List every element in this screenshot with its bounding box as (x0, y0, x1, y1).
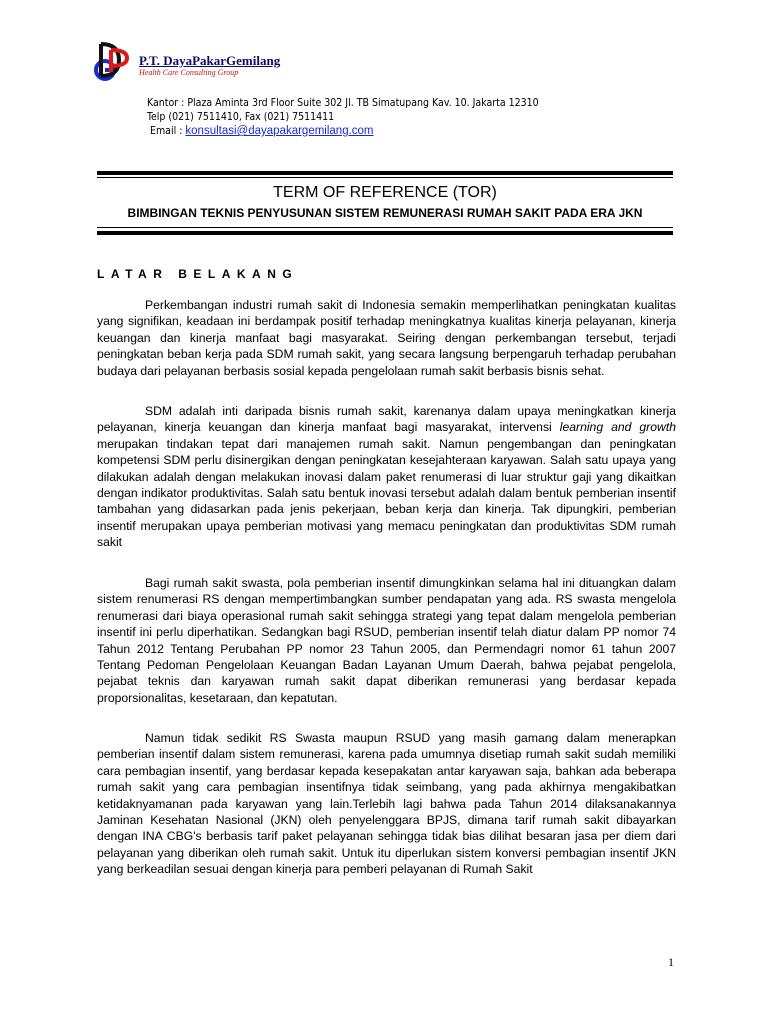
page-number: 1 (668, 955, 674, 969)
document-subtitle: BIMBINGAN TEKNIS PENYUSUNAN SISTEM REMUNERASI RUMAH SAKIT PADA ERA JKN (127, 206, 643, 220)
title-rule-top-thin (97, 177, 673, 178)
email-label: Email : (150, 125, 186, 137)
section-heading: LATAR BELAKANG (97, 267, 299, 281)
title-rule-bottom-thick (97, 231, 673, 235)
document-title: TERM OF REFERENCE (TOR) (273, 184, 497, 201)
paragraph-2-text-a: SDM adalah inti daripada bisnis rumah sakit, karenanya dalam upaya meningkatkan kinerja pelayanan, kinerja keuangan dan kinerja manfaat bagi masyarakat, intervensi (97, 404, 676, 435)
paragraph-2-italic: learning and growth (559, 420, 676, 435)
paragraph-3: Bagi rumah sakit swasta, pola pemberian insentif dimungkinkan selama hal ini dituangkan dalam sistem renumerasi RS dengan mempertimbangkan sumber pendapatan yang ada. RS swasta mengelola renumerasi dari biaya operasional rumah sakit sehingga strategi yang tepat dalam mengelola pemberian insentif ini perlu diperhatikan. Sedangkan bagi RSUD, pemberian insentif telah diatur dalam PP nomor 74 Tahun 2012 Tentang Perubahan PP nomor 23 Tahun 2005, dan Permendagri nomor 61 tahun 2007 Tentang Pedoman Pengelolaan Keuangan Badan Layanan Umum Daerah, bahwa pejabat pengelola, pejabat teknis dan karyawan rumah sakit dapat diberikan remunerasi yang berdasar kepada proporsionalitas, kesetaraan, dan kepatutan. (97, 576, 676, 705)
email-link[interactable]: konsultasi@dayapakargemilang.com (185, 125, 374, 137)
email-line (150, 124, 539, 138)
paragraph-1: Perkembangan industri rumah sakit di Indonesia semakin memperlihatkan peningkatan kualitas yang signifikan, keadaan ini berdampak positif terhadap meningkatnya kualitas kinerja pelayanan, kinerja keuangan dan kinerja manfaat bagi masyarakat. Seiring dengan perkembangan tersebut, terjadi peningkatan beban kerja pada SDM rumah sakit, yang secara langsung berpengaruh terhadap perubahan budaya dari pelayanan berbasis sosial kepada pengelolaan rumah sakit berbasis bisnis sehat. (97, 298, 676, 378)
company-name: P.T. DayaPakarGemilang (139, 53, 281, 68)
paragraph-2 (97, 403, 676, 551)
phone-fax: Telp (021) 7511410, Fax (021) 7511411 (147, 111, 335, 123)
company-logo (91, 40, 137, 86)
company-block (139, 54, 280, 78)
office-address: Kantor : Plaza Aminta 3rd Floor Suite 302 Jl. TB Simatupang Kav. 10. Jakarta 12310 (147, 97, 539, 109)
title-rule-top-thick (97, 171, 673, 175)
paragraph-4: Namun tidak sedikit RS Swasta maupun RSUD yang masih gamang dalam menerapkan pemberian insentif dalam sistem remunerasi, karena pada umumnya disetiap rumah sakit sudah memiliki cara pembagian insentif, yang berdasar kepada kesepakatan antar karyawan saja, bahkan ada beberapa rumah sakit yang cara pembagian insentifnya tidak seimbang, yang pada akhirnya mengakibatkan ketidaknyamanan pada karyawan yang lain.Terlebih lagi bahwa pada Tahun 2014 dilaksanakannya Jaminan Kesehatan Nasional (JKN) oleh penyelenggara BPJS, dimana tarif rumah sakit dibayarkan dengan INA CBG's berbasis tarif paket pelayanan sehingga tidak bias dilihat besaran jasa per diem dari pelayanan yang diberikan oleh rumah sakit. Untuk itu diperlukan sistem konversi pembagian insentif JKN yang berkeadilan sesuai dengan kinerja para pemberi pelayanan di Rumah Sakit (97, 731, 676, 877)
contact-info (147, 96, 539, 138)
title-rule-bottom-thin (97, 227, 673, 228)
paragraph-2-text-b: merupakan tindakan tepat dari manajemen rumah sakit. Namun pengembangan dan peningkatan kompetensi SDM perlu disinergikan dengan peningkatan kesejahteraan karyawan. Salah satu upaya yang dilakukan adalah dengan melakukan inovasi dalam paket renumerasi di luar struktur gaji yang dikaitkan dengan indikator produktivitas. Salah satu bentuk inovasi tersebut adalah dalam bentuk pemberian insentif tambahan yang didasarkan pada jenis pekerjaan, beban kerja dan kinerja. Tak dipungkiri, pemberian insentif merupakan upaya pemberian motivasi yang memacu peningkatan dan produktivitas SDM rumah sakit (97, 436, 676, 550)
company-tagline: Health Care Consulting Group (139, 68, 239, 77)
